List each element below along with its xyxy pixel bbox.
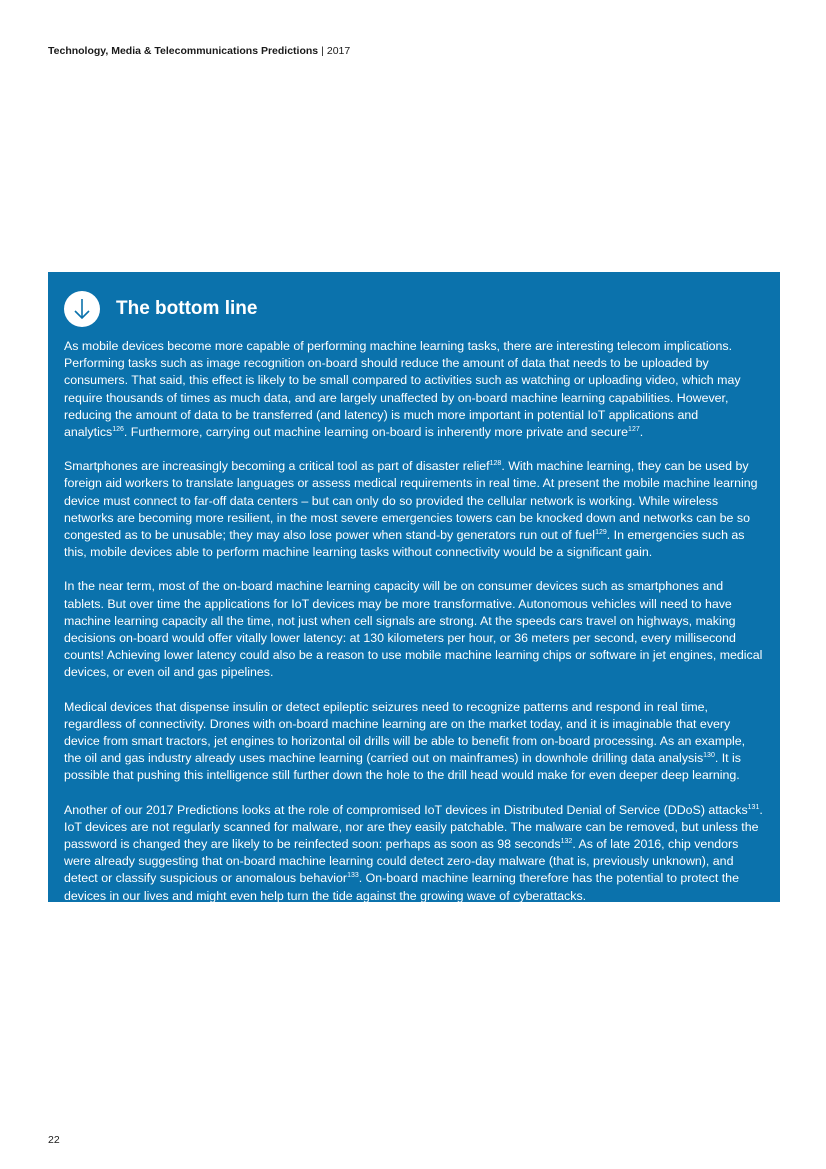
- footnote-ref: 130: [703, 752, 715, 760]
- paragraph-text: Another of our 2017 Predictions looks at the role of compromised IoT devices in Distributed Denial of Service (DDoS) attacks: [64, 802, 748, 817]
- paragraph-text: . As of late 2016, chip vendors were already suggesting that on-board machine learning could detect zero-day malware (that is, previously unknown), and detect or classify suspicious or anomalous behavior: [64, 837, 739, 886]
- footnote-ref: 129: [595, 528, 607, 536]
- box-heading: [64, 290, 764, 328]
- footnote-ref: 131: [747, 803, 760, 811]
- footnote-ref: 132: [560, 837, 573, 845]
- running-header: [48, 45, 350, 57]
- footnote-ref: 133: [347, 872, 359, 880]
- paragraph-text: . IoT devices are not regularly scanned for malware, nor are they easily patchable. The malware can be removed, but unless the password is changed they are likely to be reinfected soon: perhaps as soon as 98 seconds: [64, 802, 763, 852]
- paragraph-text: Medical devices that dispense insulin or detect epileptic seizures need to recognize patterns and respond in real time, regardless of connectivity. Drones with on-board machine learning are on the market today, and it is imaginable that every device from smart tractors, jet engines to horizontal oil drills will be able to benefit from on-board processing. As an example, the oil and gas industry already uses machine learning (carried out on mainframes) in downhole drilling data analysis: [64, 699, 746, 766]
- paragraph-text: In the near term, most of the on-board machine learning capacity will be on consumer devices such as smartphones and tablets. But over time the applications for IoT devices may be more transformative. Autonomous vehicles will need to have machine learning capacity all the time, not just when cell signals are strong. At the speeds cars travel on highways, making decisions on-board would offer vitally lower latency: at 130 kilometers per hour, or 36 meters per second, every millisecond counts! Achieving lower latency could also be a reason to use mobile machine learning chips or software in jet engines, medical devices, or even oil and gas pipelines.: [64, 579, 763, 680]
- paragraph-3: [64, 578, 764, 681]
- paragraph-2: [64, 458, 764, 561]
- down-arrow-icon: [64, 291, 100, 327]
- report-title: Technology, Media & Telecommunications Predictions: [48, 45, 319, 57]
- paragraph-1: [64, 338, 764, 441]
- page-number: 22: [48, 1134, 60, 1146]
- paragraph-text: Smartphones are increasingly becoming a critical tool as part of disaster relief: [64, 459, 490, 474]
- paragraph-text: .: [639, 425, 644, 440]
- footnote-ref: 127: [628, 425, 640, 433]
- paragraph-text: . On-board machine learning therefore has the potential to protect the devices in our lives and might even help turn the tide against the growing wave of cyberattacks.: [64, 871, 739, 903]
- paragraph-text: . Furthermore, carrying out machine learning on-board is inherently more private and secure: [123, 425, 629, 440]
- paragraph-5: [64, 802, 764, 905]
- bottom-line-box: [48, 272, 780, 902]
- paragraph-text: . With machine learning, they can be used by foreign aid workers to translate languages or assess medical requirements in real time. At present the mobile machine learning device must connect to far-off data centers – but can only do so provided the cellular network is working. While wireless networks are becoming more resilient, in the most severe emergencies towers can be knocked down and networks can be so congested as to be unusable; they may also lose power when stand-by generators run out of fuel: [64, 459, 758, 543]
- paragraph-text: . It is possible that pushing this intelligence still further down the hole to the drill head would make for even deeper deep learning.: [64, 751, 742, 783]
- paragraph-text: As mobile devices become more capable of performing machine learning tasks, there are interesting telecom implications. Performing tasks such as image recognition on-board should reduce the amount of data that needs to be uploaded by consumers. That said, this effect is likely to be small compared to activities such as watching or uploading video, which may require thousands of times as much data, and are largely unaffected by on-board machine learning capabilities. However, reducing the amount of data to be transferred (and latency) is much more important in potential IoT applications and analytics: [64, 339, 741, 440]
- header-separator: |: [321, 45, 324, 57]
- report-year: 2017: [326, 45, 351, 57]
- footnote-ref: 126: [112, 425, 124, 433]
- box-title: The bottom line: [116, 298, 258, 319]
- paragraph-4: [64, 699, 764, 785]
- paragraph-text: . In emergencies such as this, mobile devices able to perform machine learning tasks without connectivity would be a significant gain.: [64, 528, 745, 560]
- footnote-ref: 128: [489, 460, 502, 468]
